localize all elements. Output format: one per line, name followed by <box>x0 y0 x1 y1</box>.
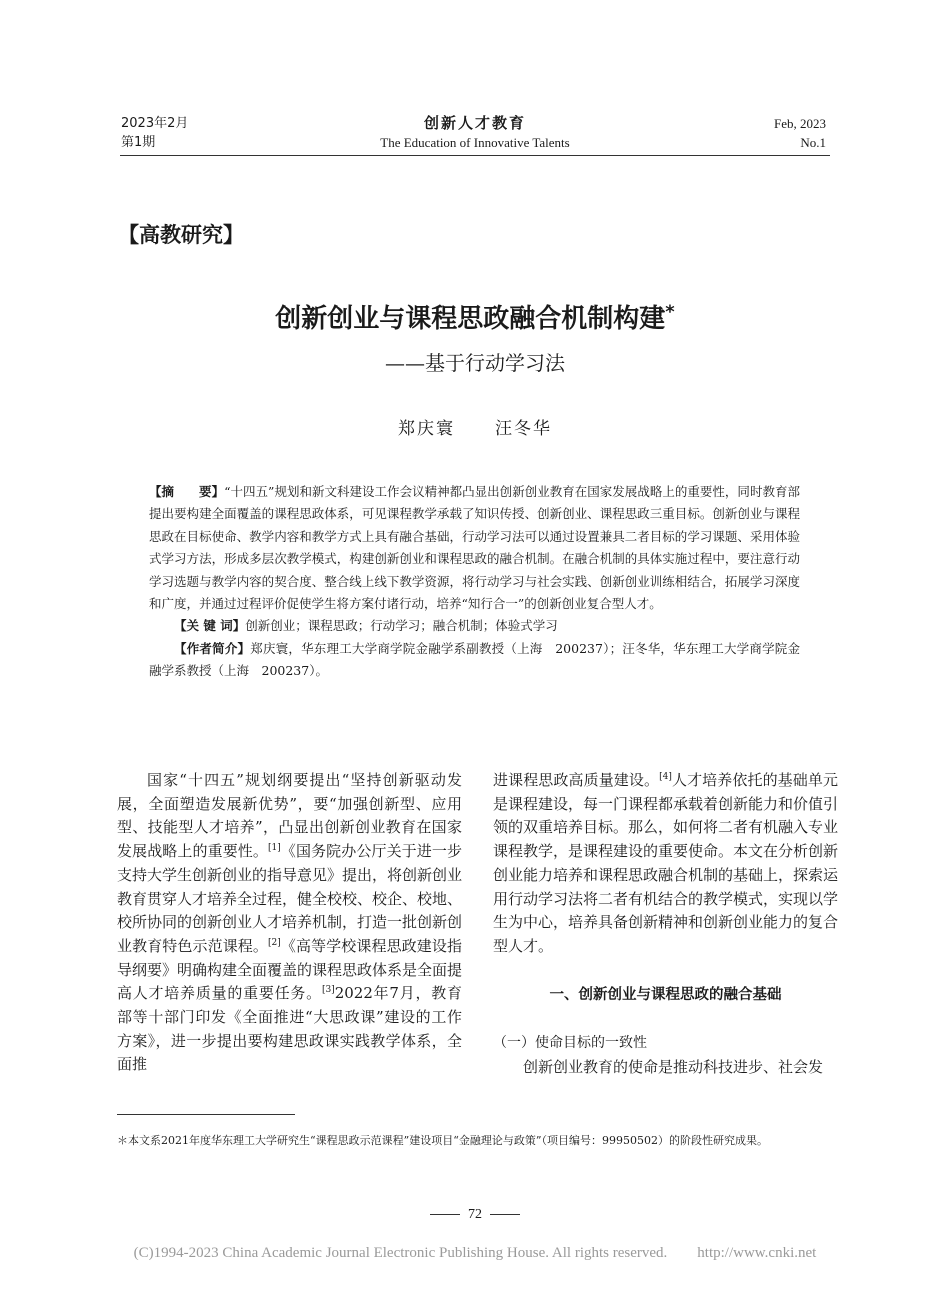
abstract-paragraph <box>149 481 800 615</box>
body-paragraph: 创新创业教育的使命是推动科技进步、社会发 <box>523 1058 824 1077</box>
author-list <box>120 414 830 439</box>
author-name: 郑庆寰 <box>398 419 455 439</box>
keywords-text: 创新创业；课程思政；行动学习；融合机制；体验式学习 <box>245 618 558 634</box>
citation-ref: [4] <box>659 772 672 782</box>
citation-ref: [1] <box>268 843 281 854</box>
author-name: 汪冬华 <box>495 419 552 439</box>
header-issue-cn: 第1期 <box>121 135 156 150</box>
page-number-dash <box>430 1214 460 1215</box>
article-title <box>120 298 830 335</box>
abstract-text: “十四五”规划和新文科建设工作会议精神都凸显出创新创业教育在国家发展战略上的重要性，同时教育部提出要构建全面覆盖的课程思政体系，可见课程教学承载了知识传授、创新创业、课程思政三重目标。创新创业与课程思政在目标使命、教学内容和教学方式上具有融合基础，行动学习法可以通过设置兼具二者目标的学习课题、采用体验式学习方法，形成多层次教学模式，构建创新创业和课程思政的融合机制。在融合机制的具体实施过程中，要注意行动学习选题与教学内容的契合度、整合线上线下教学资源，将行动学习与社会实践、创新创业训练相结合，拓展学习深度和广度，并通过过程评价促使学生将方案付诸行动，培养“知行合一”的创新创业复合型人才。 <box>149 484 800 612</box>
header-date-cn: 2023年2月 <box>121 116 189 131</box>
article-subtitle: ——基于行动学习法 <box>385 351 565 375</box>
header-right <box>774 114 826 152</box>
author-info-label: 【作者简介】 <box>174 640 251 656</box>
title-footnote-mark: * <box>665 301 675 323</box>
body-text: 《国务院办公厅关于进一步支持大学生创新创业的指导意见》提出，将创新创业教育贯穿人才培养全过程，健全校校、校企、校地、校所协同的创新创业人才培养机制，打造一批创新创业教育特色示范课程。 <box>117 842 463 955</box>
header-issue-en: No.1 <box>800 135 826 150</box>
citation-ref: [3] <box>321 985 335 996</box>
page-number-text: 72 <box>468 1207 482 1222</box>
abstract-block <box>149 481 800 683</box>
page-number-dash <box>490 1214 520 1215</box>
header-divider <box>120 155 830 156</box>
body-text: 人才培养依托的基础单元是课程建设，每一门课程都承载着创新能力和价值引领的双重培养目标。那么，如何将二者有机融入专业课程教学，是课程建设的重要使命。本文在分析创新创业能力培养和课程思政融合机制的基础上，探索运用行动学习法将二者有机结合的教学模式，实现以学生为中心，培养具备创新精神和创新创业能力的复合型人才。 <box>493 771 839 955</box>
author-info-line <box>149 638 800 683</box>
body-text: 2022年7月，教育部等十部门印发《全面推进“大思政课”建设的工作方案》，进一步提出要构建思政课实践教学体系，全面推 <box>117 984 462 1074</box>
body-text: 国家“十四五”规划纲要提出“坚持创新驱动发展，全面塑造发展新优势”，要“加强创新型、应用型、技能型人才培养”，凸显出创新创业教育在国家发展战略上的重要性。 <box>117 771 462 861</box>
header-center <box>300 114 650 152</box>
body-paragraph <box>117 769 462 1077</box>
keywords-label: 【关 键 词】 <box>174 618 246 634</box>
body-text: 《高等学校课程思政建设指导纲要》明确构建全面覆盖的课程思政体系是全面提高人才培养质量的重要任务。 <box>117 936 463 1003</box>
section-label: 【高教研究】 <box>118 223 244 247</box>
article-title-text: 创新创业与课程思政融合机制构建 <box>275 304 666 334</box>
keywords-line <box>149 615 800 637</box>
subsection-heading: （一）使命目标的一致性 <box>493 1035 647 1052</box>
body-column-right <box>493 769 838 1080</box>
footnote: ＊本文系2021年度华东理工大学研究生“课程思政示范课程”建设项目“金融理论与政策”（项目编号：99950502）的阶段性研究成果。 <box>117 1134 768 1147</box>
header-left <box>121 114 188 152</box>
copyright-line: (C)1994-2023 China Academic Journal Electronic Publishing House. All rights reserved. http://www.cnki.net <box>133 1245 817 1261</box>
citation-ref: [2] <box>268 937 281 948</box>
abstract-label: 【摘 要】 <box>149 484 225 499</box>
page-number <box>0 1207 950 1223</box>
section-heading: 一、创新创业与课程思政的融合基础 <box>549 986 782 1003</box>
header-date-en: Feb, 2023 <box>774 116 826 131</box>
journal-name-cn: 创新人才教育 <box>423 114 526 132</box>
journal-name-en: The Education of Innovative Talents <box>380 135 570 150</box>
body-paragraph <box>493 769 838 959</box>
body-text: 进课程思政高质量建设。 <box>493 771 660 789</box>
body-column-left <box>117 769 462 1077</box>
author-info-text: 郑庆寰，华东理工大学商学院金融学系副教授（上海 200237）；汪冬华，华东理工大学商学院金融学系教授（上海 200237）。 <box>149 640 800 679</box>
footnote-divider <box>117 1114 295 1115</box>
